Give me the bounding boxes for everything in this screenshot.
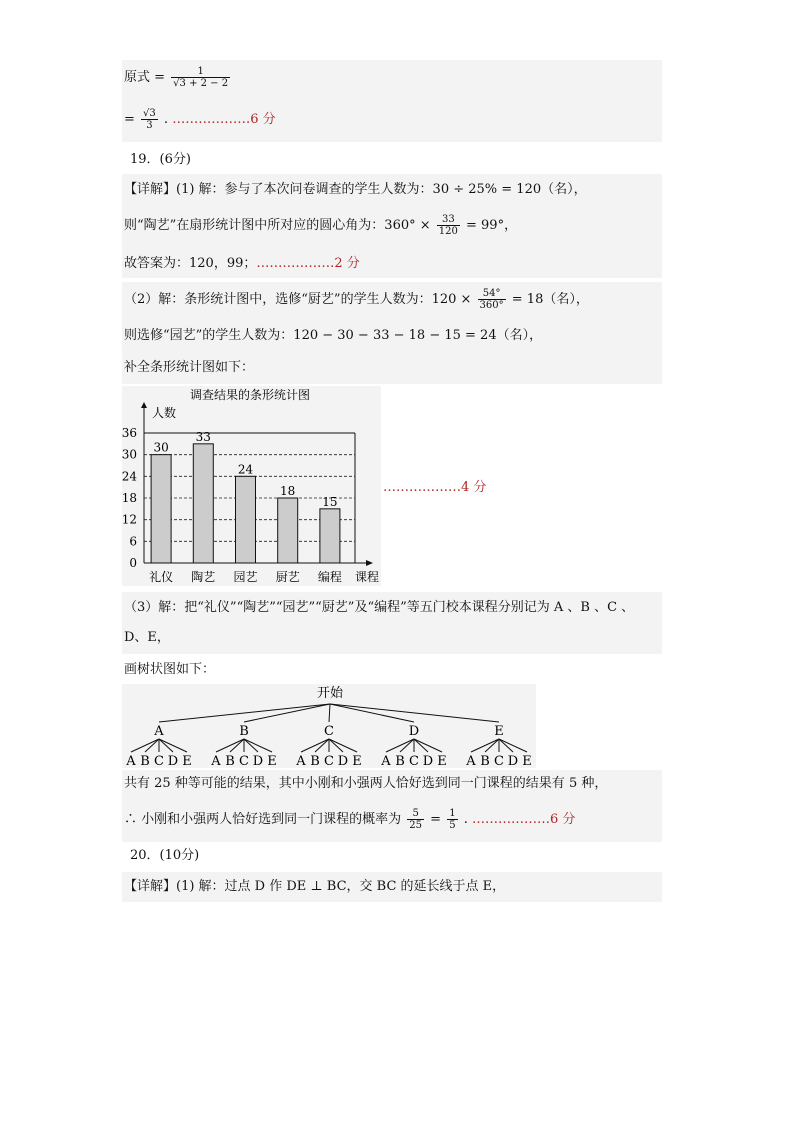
tree-leaf-edge bbox=[216, 739, 244, 752]
s18-eq: = bbox=[124, 112, 135, 127]
tree-leaf-label: C bbox=[154, 754, 164, 768]
q19-p2-fraction bbox=[437, 214, 460, 237]
tree-leaf-edge bbox=[471, 739, 499, 752]
y-tick-label: 24 bbox=[122, 469, 137, 484]
x-tick-label: 厨艺 bbox=[275, 570, 300, 584]
s18-fraction-2 bbox=[141, 108, 158, 131]
tree-leaf-label: C bbox=[494, 754, 504, 768]
tree-leaf-label: A bbox=[381, 754, 391, 768]
q19-p7a: （3）解：把“礼仪”“陶艺”“园艺”“厨艺”及“编程”等五门校本课程分别记为 A 、B 、C 、 bbox=[124, 600, 635, 615]
tree-leaf-label: D bbox=[507, 754, 519, 768]
tree-leaf-edge bbox=[386, 739, 414, 752]
tree-branch-label: D bbox=[408, 724, 420, 739]
s18-line1 bbox=[124, 66, 232, 89]
tree-leaf-edge bbox=[159, 739, 187, 752]
tree-leaf-label: E bbox=[182, 754, 192, 768]
q19-p7b: D、E， bbox=[124, 630, 170, 645]
frac-numerator: 5 bbox=[407, 808, 424, 820]
bar-1 bbox=[151, 455, 171, 563]
q20-header: 20．(10分) bbox=[130, 848, 200, 863]
bar-value-label: 30 bbox=[153, 440, 169, 455]
bar-value-label: 15 bbox=[322, 494, 338, 509]
s18-line2 bbox=[124, 108, 276, 131]
tree-edge bbox=[244, 704, 330, 722]
tree-leaf-edge bbox=[499, 739, 527, 752]
q19-p8: 画树状图如下： bbox=[124, 662, 216, 677]
y-tick-label: 12 bbox=[122, 512, 137, 527]
q19-p6: 补全条形统计图如下： bbox=[124, 360, 255, 375]
q19-p3-text: 故答案为：120，99； bbox=[124, 256, 257, 271]
q19-p2-prefix: 则“陶艺”在扇形统计图中所对应的圆心角为：360° × bbox=[124, 218, 431, 233]
tree-leaf-edge bbox=[159, 739, 173, 752]
bar-5 bbox=[320, 509, 340, 563]
q19-p10 bbox=[124, 808, 575, 831]
bar-value-label: 24 bbox=[237, 462, 254, 477]
bar-3 bbox=[236, 476, 256, 563]
tree-leaf-edge bbox=[329, 739, 357, 752]
x-tick-label: 陶艺 bbox=[191, 570, 216, 584]
tree-leaf-label: B bbox=[395, 754, 405, 768]
tree-leaf-label: D bbox=[167, 754, 179, 768]
q19-p2-suffix: = 99°， bbox=[466, 218, 518, 233]
tree-leaf-label: C bbox=[239, 754, 249, 768]
tree-leaf-edge bbox=[315, 739, 329, 752]
tree-leaf-label: C bbox=[409, 754, 419, 768]
x-tick-label: 礼仪 bbox=[149, 570, 174, 584]
frac-denominator: 3 bbox=[146, 120, 153, 131]
tree-diagram bbox=[122, 684, 538, 768]
y-tick-label: 0 bbox=[129, 556, 137, 570]
tree-leaf-edge bbox=[414, 739, 428, 752]
y-tick-label: 18 bbox=[122, 491, 137, 505]
q19-p5: 则选修“园艺”的学生人数为：120 − 30 − 33 − 18 − 15 = 24（名）， bbox=[124, 328, 543, 343]
tree-edge bbox=[330, 704, 499, 722]
frac-numerator: 54° bbox=[478, 288, 506, 300]
q19-p10-fraction-2 bbox=[447, 808, 457, 831]
tree-leaf-label: A bbox=[296, 754, 306, 768]
frac-numerator: 1 bbox=[171, 66, 230, 78]
frac-denominator: 25 bbox=[409, 820, 423, 831]
s18-period: . bbox=[163, 112, 169, 127]
x-axis-label: 课程 bbox=[354, 570, 380, 584]
frac-numerator: √3 bbox=[143, 108, 156, 119]
tree-leaf-label: E bbox=[267, 754, 277, 768]
q19-p4-suffix: = 18（名）， bbox=[511, 292, 589, 307]
bar-value-label: 33 bbox=[195, 429, 211, 444]
tree-leaf-edge bbox=[485, 739, 499, 752]
tree-leaf-edge bbox=[244, 739, 272, 752]
tree-leaf-label: B bbox=[140, 754, 150, 768]
tree-branch-label: E bbox=[494, 724, 504, 739]
tree-leaf-edge bbox=[329, 739, 343, 752]
chart-title: 调查结果的条形统计图 bbox=[189, 388, 311, 402]
tree-leaf-edge bbox=[301, 739, 329, 752]
tree-leaf-edge bbox=[244, 739, 258, 752]
tree-leaf-edge bbox=[499, 739, 513, 752]
x-tick-label: 园艺 bbox=[233, 570, 258, 584]
y-tick-label: 6 bbox=[129, 534, 137, 549]
q19-p10-eq: = bbox=[430, 812, 442, 827]
q19-p10-fraction-1 bbox=[407, 808, 424, 831]
tree-leaf-label: A bbox=[126, 754, 136, 768]
tree-root-label: 开始 bbox=[316, 686, 344, 701]
tree-edge bbox=[159, 704, 330, 722]
q19-p4 bbox=[124, 288, 589, 311]
tree-leaf-label: C bbox=[324, 754, 334, 768]
tree-leaf-edge bbox=[230, 739, 244, 752]
tree-leaf-label: A bbox=[466, 754, 476, 768]
q19-p10-prefix: ∴ 小刚和小强两人恰好选到同一门课程的概率为 bbox=[124, 812, 402, 827]
score-mark: ………………6 分 bbox=[472, 812, 576, 827]
tree-leaf-label: E bbox=[352, 754, 362, 768]
score-mark: ………………2 分 bbox=[256, 256, 360, 271]
y-tick-label: 30 bbox=[122, 447, 137, 462]
frac-numerator: 1 bbox=[449, 808, 456, 819]
tree-leaf-label: E bbox=[437, 754, 447, 768]
tree-branch-label: B bbox=[239, 724, 249, 739]
tree-leaf-label: A bbox=[211, 754, 221, 768]
tree-leaf-edge bbox=[145, 739, 159, 752]
y-axis-label: 人数 bbox=[152, 406, 177, 420]
q19-p4-prefix: （2）解：条形统计图中，选修“厨艺”的学生人数为：120 × bbox=[124, 292, 472, 307]
tree-leaf-label: D bbox=[422, 754, 434, 768]
tree-branch-label: A bbox=[154, 724, 164, 739]
frac-numerator: 33 bbox=[437, 214, 460, 226]
tree-edge bbox=[329, 704, 330, 722]
bar-value-label: 18 bbox=[280, 484, 296, 498]
score-mark: ………………6 分 bbox=[172, 112, 276, 127]
tree-leaf-label: D bbox=[252, 754, 264, 768]
tree-branch-label: C bbox=[324, 724, 334, 739]
tree-leaf-label: B bbox=[310, 754, 320, 768]
y-axis-arrow bbox=[141, 402, 147, 408]
frac-denominator: 360° bbox=[479, 300, 504, 311]
q19-p4-fraction bbox=[478, 288, 506, 311]
tree-leaf-edge bbox=[131, 739, 159, 752]
bar-4 bbox=[278, 498, 298, 563]
q19-p3 bbox=[124, 254, 360, 274]
tree-edge bbox=[330, 704, 414, 722]
tree-leaf-edge bbox=[400, 739, 414, 752]
tree-leaf-label: B bbox=[225, 754, 235, 768]
tree-leaf-label: B bbox=[480, 754, 490, 768]
y-tick-label: 36 bbox=[122, 426, 137, 440]
s18-prefix: 原式 = bbox=[124, 70, 166, 85]
frac-denominator: 5 bbox=[449, 820, 456, 831]
q19-header: 19．(6分) bbox=[130, 152, 191, 167]
tree-leaf-edge bbox=[414, 739, 442, 752]
bar-chart bbox=[122, 386, 382, 586]
tree-leaf-label: D bbox=[337, 754, 349, 768]
s18-fraction bbox=[171, 66, 230, 89]
q19-p1: 【详解】(1) 解：参与了本次问卷调查的学生人数为：30 ÷ 25% = 120（名）， bbox=[124, 182, 587, 197]
q19-p9: 共有 25 种等可能的结果，其中小刚和小强两人恰好选到同一门课程的结果有 5 种， bbox=[124, 776, 608, 791]
frac-denominator: √3 + 2 − 2 bbox=[173, 78, 229, 89]
x-axis-arrow bbox=[366, 560, 373, 566]
tree-leaf-label: E bbox=[522, 754, 532, 768]
q19-p2 bbox=[124, 214, 517, 237]
chart-score-mark: ………………4 分 bbox=[383, 480, 487, 495]
q19-p10-period: . bbox=[463, 812, 468, 827]
x-tick-label: 编程 bbox=[317, 570, 342, 584]
bar-2 bbox=[193, 444, 213, 563]
q20-p1: 【详解】(1) 解：过点 D 作 DE ⊥ BC，交 BC 的延长线于点 E， bbox=[124, 879, 506, 894]
frac-denominator: 120 bbox=[438, 226, 458, 237]
